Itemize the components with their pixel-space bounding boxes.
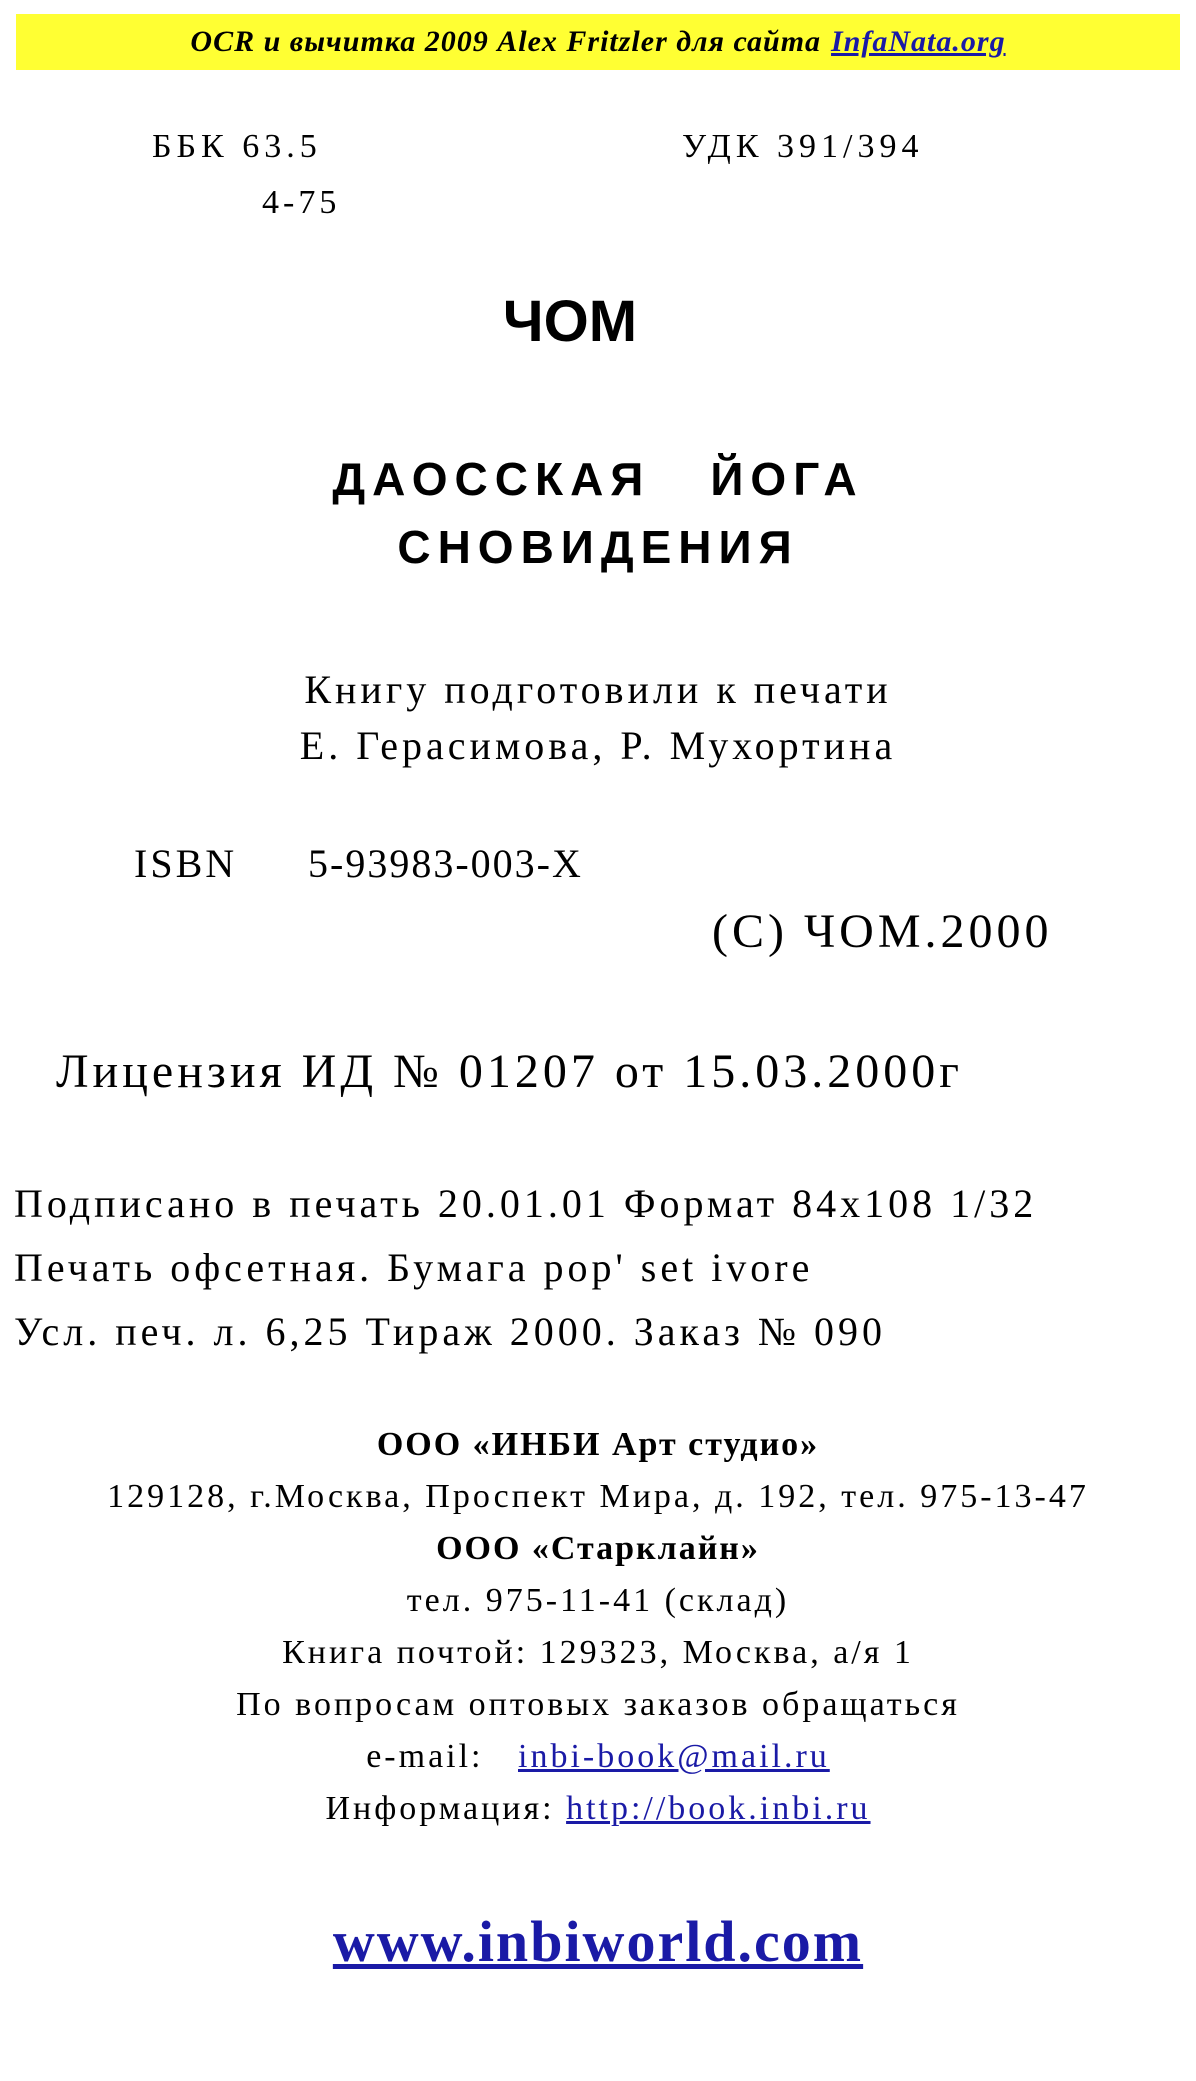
email-link[interactable]: inbi-book@mail.ru [518, 1738, 830, 1775]
isbn-value: 5-93983-003-X [308, 841, 583, 886]
website-link[interactable]: www.inbiworld.com [332, 1909, 864, 1974]
book-title-line-2: СНОВИДЕНИЯ [397, 521, 799, 573]
publisher-name-2: ООО «Старклайн» [436, 1530, 760, 1567]
copyright-notice: (С) ЧОМ.2000 [712, 905, 1053, 958]
mail-order-address: Книга почтой: 129323, Москва, а/я 1 [282, 1634, 914, 1671]
author-mark-code: 4-75 [262, 184, 341, 221]
infanata-link[interactable]: InfaNata.org [831, 25, 1006, 58]
ocr-credit-banner [16, 14, 1180, 70]
isbn-label: ISBN [134, 841, 238, 886]
info-line [0, 1790, 1196, 1828]
book-title-line-1 [0, 452, 1196, 506]
bbk-code: ББК 63.5 [152, 128, 322, 165]
title-word-daoist: ДАОССКАЯ [332, 453, 651, 505]
email-label: e-mail: [366, 1738, 484, 1775]
ocr-credit-text: OCR и вычитка 2009 Alex Fritzler для сайта [190, 25, 822, 58]
imprint-line-1: Подписано в печать 20.01.01 Формат 84x108 1/32 [14, 1181, 1038, 1226]
udk-code: УДК 391/394 [682, 128, 924, 165]
license-line: Лицензия ИД № 01207 от 15.03.2000г [56, 1045, 963, 1098]
imprint-line-3: Усл. печ. л. 6,25 Тираж 2000. Заказ № 090 [14, 1309, 887, 1354]
info-url-link[interactable]: http://book.inbi.ru [566, 1790, 871, 1827]
publisher-name-1: ООО «ИНБИ Арт студио» [376, 1426, 820, 1463]
warehouse-phone: тел. 975-11-41 (склад) [406, 1582, 790, 1619]
imprint-line-2: Печать офсетная. Бумага pop' set ivore [14, 1245, 814, 1290]
wholesale-note: По вопросам оптовых заказов обращаться [236, 1686, 960, 1723]
book-author: ЧОМ [502, 289, 638, 354]
email-line [0, 1738, 1196, 1776]
prepared-by-names: Е. Герасимова, Р. Мухортина [299, 723, 897, 768]
info-label: Информация: [325, 1790, 555, 1827]
prepared-by-label: Книгу подготовили к печати [304, 667, 892, 712]
publisher-address-1: 129128, г.Москва, Проспект Мира, д. 192, тел. 975-13-47 [107, 1478, 1089, 1515]
title-word-yoga: ЙОГА [710, 453, 864, 505]
